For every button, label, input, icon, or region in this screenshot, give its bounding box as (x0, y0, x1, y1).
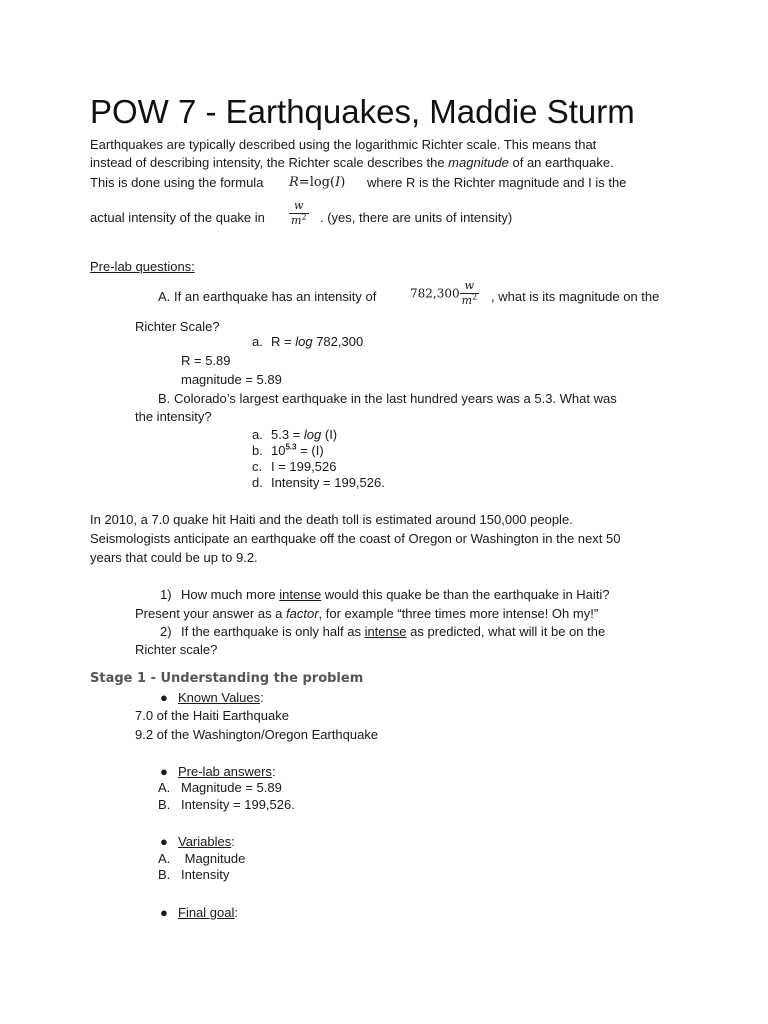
formula-part: R (289, 175, 299, 190)
section-label: Final goal (178, 905, 235, 920)
question-2 (160, 623, 605, 641)
question-a-end: , what is its magnitude on the (491, 289, 660, 304)
answer-text: (I) (321, 427, 338, 442)
answer-text: Intensity = 199,526. (181, 797, 295, 812)
unit-denominator: m (461, 294, 473, 307)
list-label: A. (158, 289, 171, 304)
intro-text: of an earthquake. (508, 155, 614, 170)
intro-line-4: actual intensity of the quake in (90, 210, 265, 225)
formula-part: I (335, 175, 341, 190)
intro-emphasis: magnitude (448, 155, 509, 170)
question-text: Colorado’s largest earthquake in the last hundred years was a 5.3. What was (174, 391, 617, 406)
answer-text: 782,300 (312, 334, 364, 349)
variable-text: Intensity (181, 867, 230, 882)
answer-text: R = (271, 334, 296, 349)
list-label: 2) (160, 624, 172, 639)
intro-text: instead of describing intensity, the Richter scale describes the (90, 155, 449, 170)
section-label: Known Values (178, 690, 261, 705)
formula-part: ) (340, 175, 346, 190)
question-b-cont: the intensity? (135, 409, 212, 424)
unit-exponent: 2 (301, 212, 307, 222)
intro-line-3-end: where R is the Richter magnitude and I is the (367, 175, 627, 190)
list-label: b. (252, 443, 263, 458)
list-label: 1) (160, 587, 172, 602)
unit-fraction (289, 200, 309, 227)
list-label: A. (158, 851, 171, 866)
colon: : (231, 834, 235, 849)
haiti-line-1: In 2010, a 7.0 quake hit Haiti and the death toll is estimated around 150,000 people. (90, 512, 573, 527)
answer-text: = (I) (296, 443, 324, 458)
colon: : (271, 764, 276, 779)
question-text: If the earthquake is only half as (181, 624, 365, 639)
answer-emphasis: log (295, 334, 313, 349)
intro-line-2 (90, 154, 614, 172)
page-title: POW 7 - Earthquakes, Maddie Sturm (90, 93, 635, 130)
bullet-icon: ● (160, 690, 168, 705)
known-values-item (160, 689, 264, 707)
question-text: would this quake be than the earthquake in Haiti? (321, 587, 610, 602)
question-b (158, 390, 617, 408)
question-text: How much more (181, 587, 280, 602)
stage-1-heading: Stage 1 - Understanding the problem (90, 671, 364, 686)
unit-numerator: w (464, 279, 475, 292)
intensity-number: 782,300 (410, 286, 460, 301)
question-text: Present your answer as a (135, 606, 287, 621)
answer-text: I = 199,526 (271, 459, 337, 474)
list-label: a. (252, 427, 263, 442)
answer-a-3: magnitude = 5.89 (181, 372, 282, 387)
question-a (158, 288, 376, 306)
list-label: d. (252, 475, 263, 490)
answer-emphasis: log (303, 427, 322, 442)
haiti-line-2: Seismologists anticipate an earthquake off the coast of Oregon or Washington in the next 50 (90, 531, 621, 546)
prelab-heading: Pre-lab questions: (90, 259, 195, 274)
answer-b-4 (252, 474, 385, 492)
answer-a-1 (252, 333, 363, 351)
bullet-icon: ● (160, 905, 168, 920)
bullet-icon: ● (160, 764, 168, 779)
formula-part: =log( (298, 175, 336, 190)
intro-line-3 (90, 174, 263, 192)
list-label: a. (252, 334, 263, 349)
known-value-2: 9.2 of the Washington/Oregon Earthquake (135, 727, 379, 742)
richter-formula (289, 173, 345, 192)
bullet-icon: ● (160, 834, 168, 849)
exponent: 5.3 (285, 442, 297, 452)
intro-text: This is done using the formula (90, 175, 264, 190)
haiti-line-3: years that could be up to 9.2. (90, 550, 258, 565)
prelab-answer-a (158, 779, 282, 797)
question-text: as predicted, what will it be on the (406, 624, 606, 639)
list-label: B. (158, 867, 171, 882)
answer-a-2: R = 5.89 (181, 353, 231, 368)
intro-line-4-end: . (yes, there are units of intensity) (320, 210, 513, 225)
question-1-cont (135, 605, 598, 623)
section-label: Variables (178, 834, 232, 849)
question-underline: intense (279, 587, 322, 602)
question-emphasis: factor (286, 606, 319, 621)
unit-numerator: w (294, 199, 304, 212)
list-label: B. (158, 391, 171, 406)
answer-text: 5.3 = (271, 427, 304, 442)
question-2-cont: Richter scale? (135, 642, 218, 657)
question-1 (160, 586, 610, 604)
colon: : (260, 690, 264, 705)
question-text: , for example “three times more intense! Oh my!” (318, 606, 599, 621)
question-text: If an earthquake has an intensity of (174, 289, 377, 304)
answer-text: Intensity = 199,526. (271, 475, 385, 490)
list-label: c. (252, 459, 263, 474)
variable-text: Magnitude (181, 851, 246, 866)
list-label: A. (158, 780, 171, 795)
answer-text: 10 (271, 443, 286, 458)
section-label: Pre-lab answers (178, 764, 272, 779)
variables-item (160, 833, 235, 851)
unit-exponent: 2 (472, 292, 478, 302)
question-underline: intense (364, 624, 407, 639)
question-a-cont: Richter Scale? (135, 319, 220, 334)
known-value-1: 7.0 of the Haiti Earthquake (135, 708, 289, 723)
answer-text: Magnitude = 5.89 (181, 780, 282, 795)
final-goal-item (160, 904, 238, 922)
colon: : (234, 905, 238, 920)
prelab-answer-b (158, 796, 295, 814)
intensity-value (410, 280, 479, 307)
unit-denominator: m (291, 214, 302, 227)
list-label: B. (158, 797, 171, 812)
intro-line-1: Earthquakes are typically described using the logarithmic Richter scale. This means that (90, 137, 597, 152)
variable-b (158, 866, 229, 884)
